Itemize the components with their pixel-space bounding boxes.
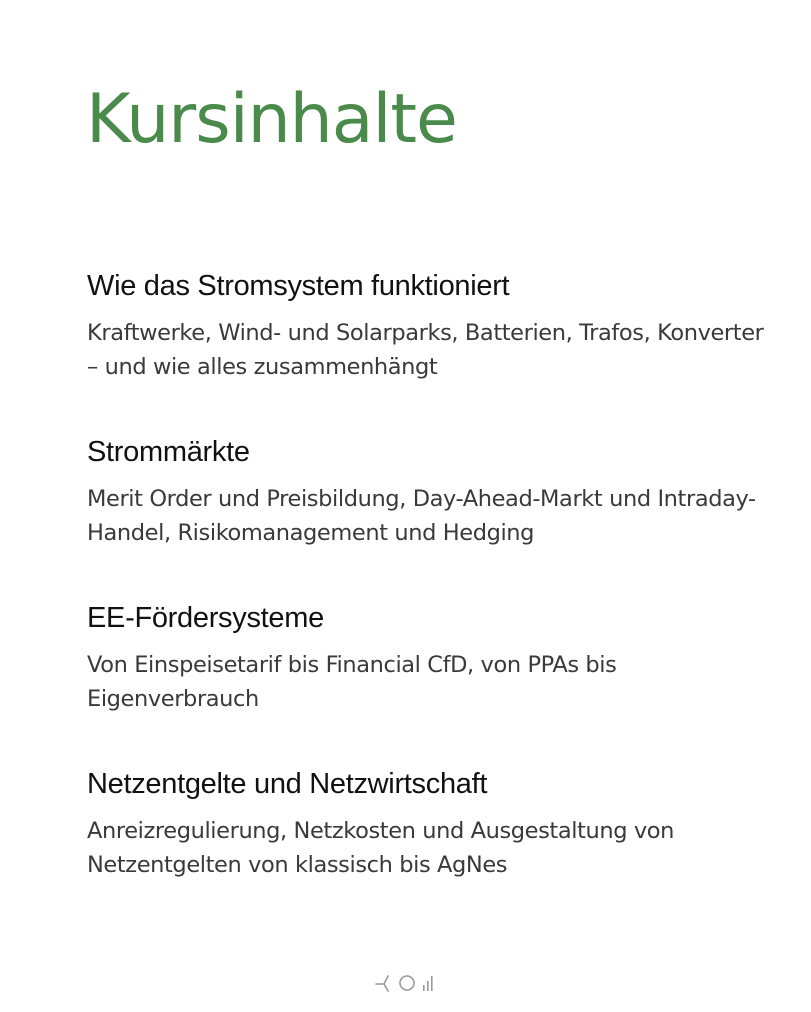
section-description: Von Einspeisetarif bis Financial CfD, von PPAs bis Eigenverbrauch: [87, 652, 617, 712]
section-description: Merit Order und Preisbildung, Day-Ahead-Markt und Intraday-Handel, Risikomanagement und Hedging: [87, 486, 756, 546]
course-content-list: [87, 268, 777, 932]
section-stromsystem: [87, 268, 777, 384]
footer-logo: [0, 966, 811, 996]
section-description: Kraftwerke, Wind- und Solarparks, Batterien, Trafos, Konverter – und wie alles zusammenhängt: [87, 320, 764, 380]
page-title: Kursinhalte: [86, 80, 457, 159]
brand-logo-icon: [373, 969, 439, 993]
section-ee-foerdersysteme: [87, 600, 777, 716]
section-heading: Strommärkte: [87, 436, 250, 468]
section-description: Anreizregulierung, Netzkosten und Ausgestaltung von Netzentgelten von klassisch bis AgNes: [87, 818, 675, 878]
section-strommaerkte: [87, 434, 777, 550]
section-heading: Wie das Stromsystem funktioniert: [87, 270, 510, 302]
section-netzentgelte: [87, 766, 777, 882]
section-heading: EE-Fördersysteme: [87, 602, 324, 634]
section-heading: Netzentgelte und Netzwirtschaft: [87, 768, 488, 800]
